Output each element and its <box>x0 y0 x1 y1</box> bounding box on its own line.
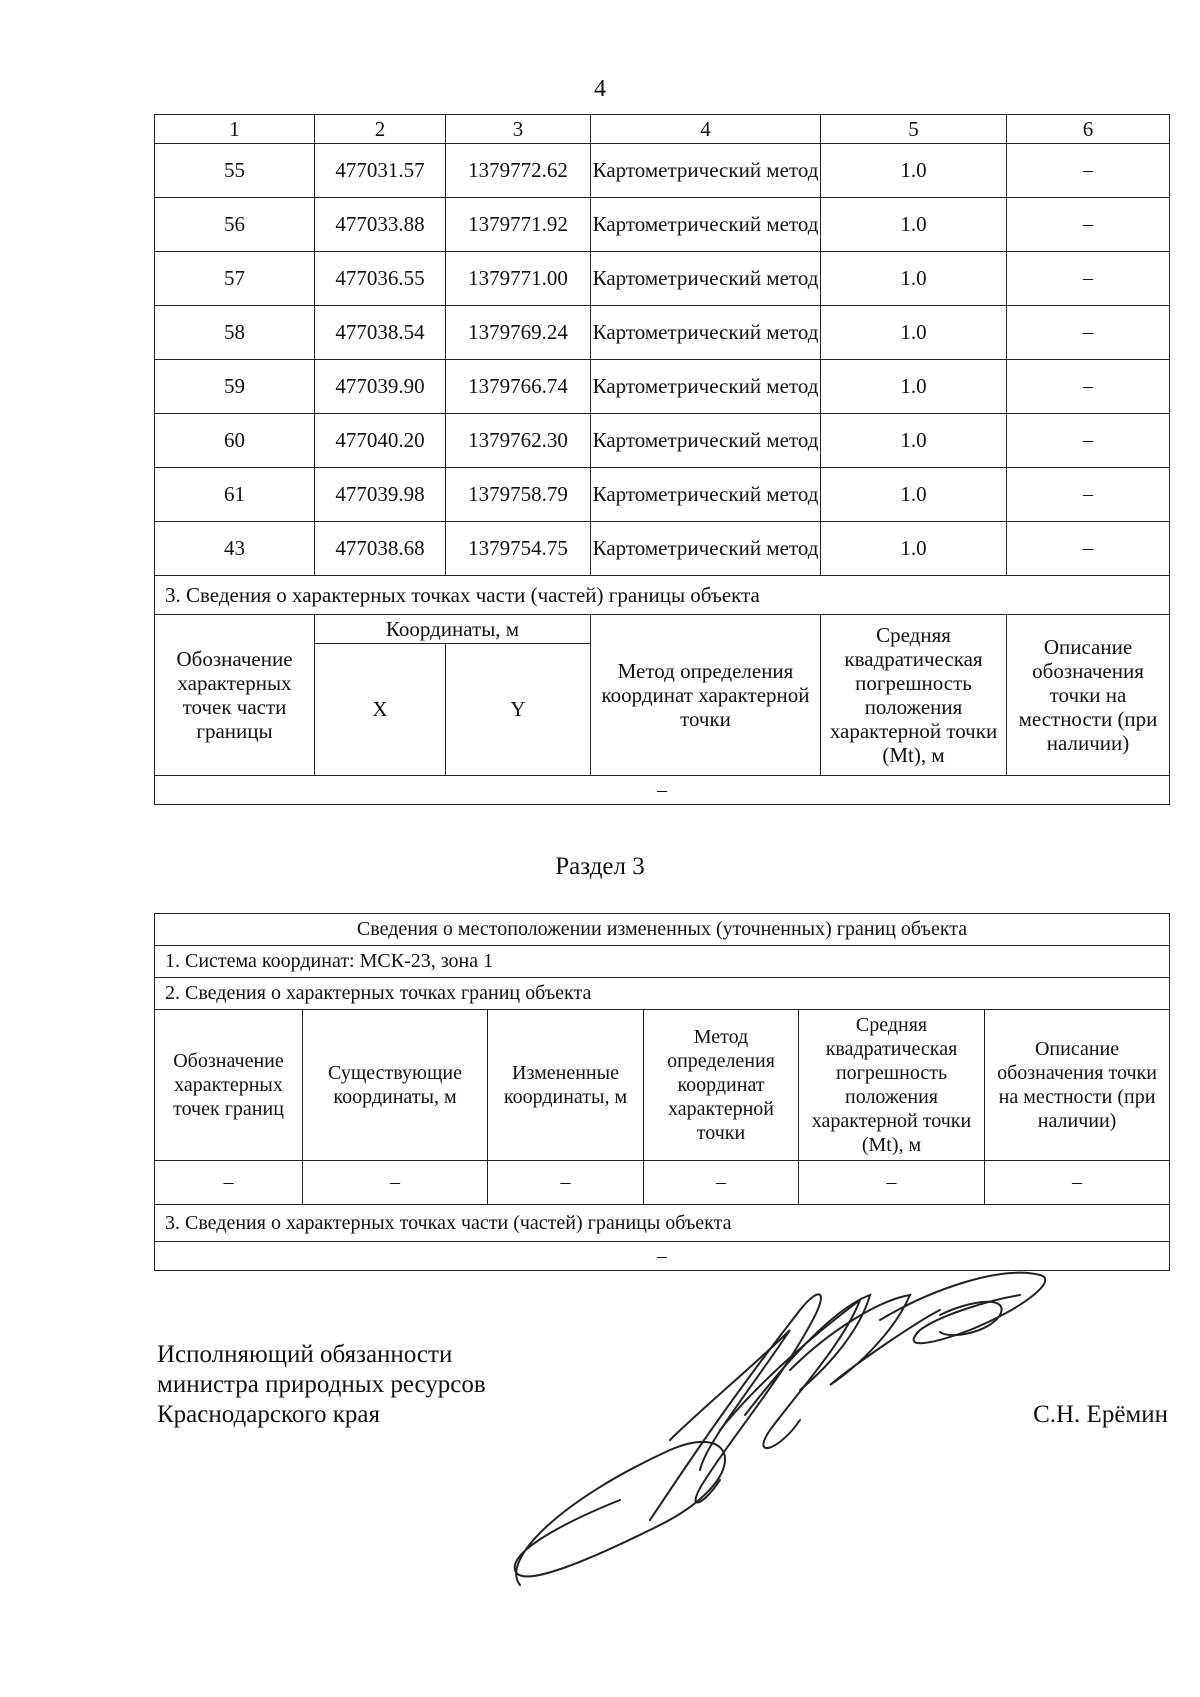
points-title: 2. Сведения о характерных точках границ объекта <box>155 978 1170 1010</box>
error-value: 1.0 <box>821 468 1007 522</box>
method-cell: Картометрический метод <box>591 468 821 522</box>
empty-value: – <box>155 1161 303 1205</box>
point-number: 59 <box>155 360 315 414</box>
x-coordinate: 477031.57 <box>315 144 446 198</box>
method-cell: Картометрический метод <box>591 144 821 198</box>
section3-title: 3. Сведения о характерных точках части (частей) границы объекта <box>155 1205 1170 1242</box>
column-number: 3 <box>446 115 591 144</box>
x-coordinate: 477033.88 <box>315 198 446 252</box>
description-value: – <box>1007 306 1170 360</box>
signer-name: С.Н. Ерёмин <box>1033 1401 1168 1428</box>
page-number: 4 <box>594 76 606 102</box>
empty-value: – <box>799 1161 985 1205</box>
caption-row <box>155 914 1170 946</box>
empty-data-row <box>155 1242 1170 1271</box>
coord-system-row <box>155 946 1170 978</box>
description-value: – <box>1007 144 1170 198</box>
empty-data-row <box>155 776 1170 805</box>
changed-boundaries-table <box>154 913 1170 1271</box>
existing-coordinates-header: Существующие координаты, м <box>303 1010 488 1161</box>
method-header: Метод определения координат характерной точки <box>644 1010 799 1161</box>
y-coordinate: 1379758.79 <box>446 468 591 522</box>
description-value: – <box>1007 414 1170 468</box>
boundary-points-table <box>154 114 1170 805</box>
description-value: – <box>1007 522 1170 576</box>
column-number: 5 <box>821 115 1007 144</box>
description-value: – <box>1007 360 1170 414</box>
method-cell: Картометрический метод <box>591 306 821 360</box>
error-value: 1.0 <box>821 414 1007 468</box>
designation-header: Обозначение характерных точек границ <box>155 1010 303 1161</box>
coordinates-header: Координаты, м <box>315 615 591 644</box>
description-value: – <box>1007 198 1170 252</box>
section-title: Раздел 3 <box>555 853 645 880</box>
x-coordinate: 477038.54 <box>315 306 446 360</box>
column-number: 6 <box>1007 115 1170 144</box>
error-value: 1.0 <box>821 252 1007 306</box>
method-cell: Картометрический метод <box>591 414 821 468</box>
position-line: Краснодарского края <box>157 1401 380 1428</box>
section3-title-row <box>155 576 1170 615</box>
y-header: Y <box>446 644 591 776</box>
table-row <box>155 360 1170 414</box>
empty-marker: – <box>155 1242 1170 1271</box>
empty-value: – <box>644 1161 799 1205</box>
table-row <box>155 198 1170 252</box>
table-row <box>155 414 1170 468</box>
y-coordinate: 1379754.75 <box>446 522 591 576</box>
points-title-row <box>155 978 1170 1010</box>
x-coordinate: 477039.98 <box>315 468 446 522</box>
table-row <box>155 468 1170 522</box>
error-value: 1.0 <box>821 144 1007 198</box>
y-coordinate: 1379772.62 <box>446 144 591 198</box>
table-caption: Сведения о местоположении измененных (уточненных) границ объекта <box>155 914 1170 946</box>
x-coordinate: 477040.20 <box>315 414 446 468</box>
column-number: 4 <box>591 115 821 144</box>
x-coordinate: 477038.68 <box>315 522 446 576</box>
y-coordinate: 1379769.24 <box>446 306 591 360</box>
point-number: 58 <box>155 306 315 360</box>
point-number: 55 <box>155 144 315 198</box>
x-coordinate: 477039.90 <box>315 360 446 414</box>
coord-system: 1. Система координат: МСК-23, зона 1 <box>155 946 1170 978</box>
description-value: – <box>1007 468 1170 522</box>
table-row <box>155 306 1170 360</box>
header-row <box>155 1010 1170 1161</box>
y-coordinate: 1379771.92 <box>446 198 591 252</box>
designation-header: Обозначение характерных точек части границы <box>155 615 315 776</box>
column-number-row <box>155 115 1170 144</box>
y-coordinate: 1379771.00 <box>446 252 591 306</box>
point-number: 56 <box>155 198 315 252</box>
empty-value: – <box>985 1161 1170 1205</box>
position-line: Исполняющий обязанности <box>157 1341 453 1368</box>
part-header-row <box>155 615 1170 644</box>
description-header: Описание обозначения точки на местности (при наличии) <box>1007 615 1170 776</box>
description-header: Описание обозначения точки на местности (при наличии) <box>985 1010 1170 1161</box>
method-cell: Картометрический метод <box>591 198 821 252</box>
section3-title: 3. Сведения о характерных точках части (частей) границы объекта <box>155 576 1170 615</box>
error-value: 1.0 <box>821 306 1007 360</box>
table-row <box>155 522 1170 576</box>
error-value: 1.0 <box>821 198 1007 252</box>
x-header: X <box>315 644 446 776</box>
empty-values-row <box>155 1161 1170 1205</box>
error-header: Средняя квадратическая погрешность положения характерной точки (Mt), м <box>821 615 1007 776</box>
table-row <box>155 252 1170 306</box>
point-number: 61 <box>155 468 315 522</box>
column-number: 1 <box>155 115 315 144</box>
handwritten-signature <box>500 1270 1080 1600</box>
empty-value: – <box>488 1161 644 1205</box>
section3-title-row <box>155 1205 1170 1242</box>
error-value: 1.0 <box>821 522 1007 576</box>
method-cell: Картометрический метод <box>591 252 821 306</box>
point-number: 43 <box>155 522 315 576</box>
column-number: 2 <box>315 115 446 144</box>
method-header: Метод определения координат характерной точки <box>591 615 821 776</box>
table-row <box>155 144 1170 198</box>
error-value: 1.0 <box>821 360 1007 414</box>
empty-value: – <box>303 1161 488 1205</box>
point-number: 57 <box>155 252 315 306</box>
signer-position <box>157 1340 486 1430</box>
error-header: Средняя квадратическая погрешность положения характерной точки (Mt), м <box>799 1010 985 1161</box>
y-coordinate: 1379762.30 <box>446 414 591 468</box>
empty-marker: – <box>155 776 1170 805</box>
point-number: 60 <box>155 414 315 468</box>
y-coordinate: 1379766.74 <box>446 360 591 414</box>
changed-coordinates-header: Измененные координаты, м <box>488 1010 644 1161</box>
method-cell: Картометрический метод <box>591 522 821 576</box>
method-cell: Картометрический метод <box>591 360 821 414</box>
position-line: министра природных ресурсов <box>157 1371 486 1398</box>
x-coordinate: 477036.55 <box>315 252 446 306</box>
description-value: – <box>1007 252 1170 306</box>
